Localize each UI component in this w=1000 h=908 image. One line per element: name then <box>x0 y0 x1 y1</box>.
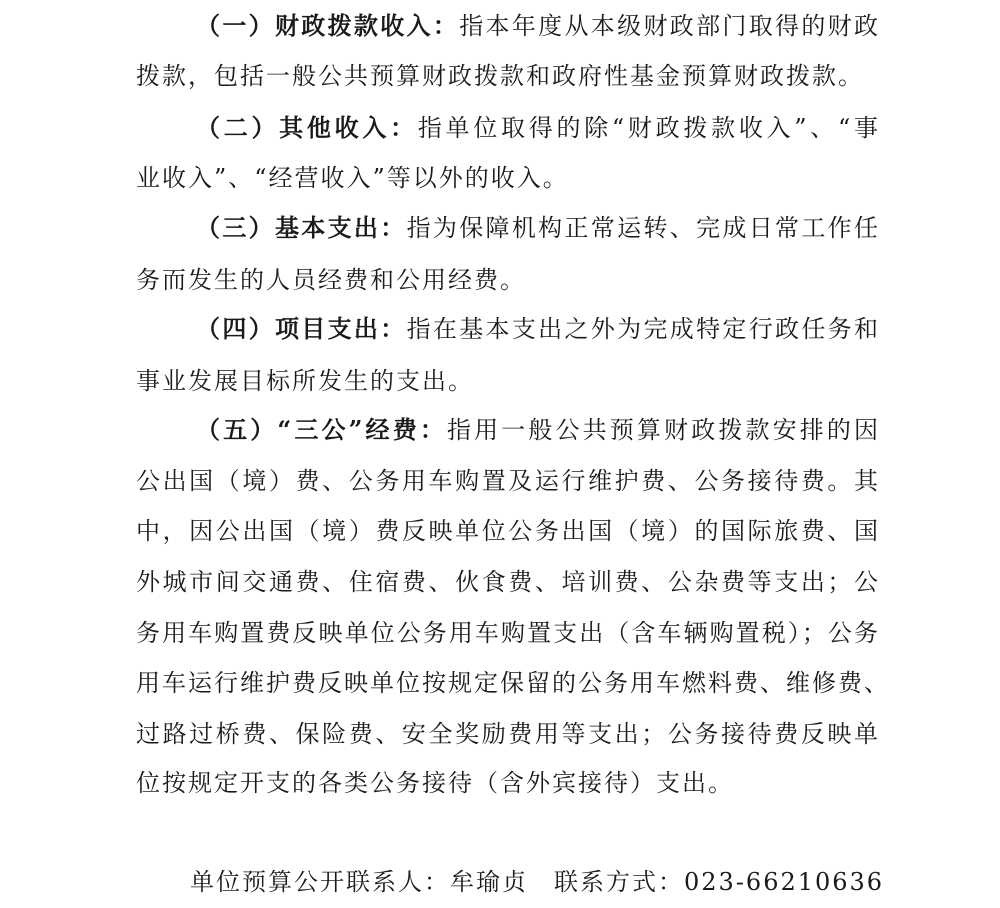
section-5-line: 用车运行维护费反映单位按规定保留的公务用车燃料费、维修费、 <box>136 669 890 697</box>
section-4-term: （四）项目支出： <box>196 314 407 343</box>
section-5-term: （五）“三公”经费： <box>196 415 447 444</box>
contact-method-label: 联系方式： <box>554 868 684 896</box>
section-5-line: 外城市间交通费、住宿费、伙食费、培训费、公杂费等支出；公 <box>136 568 880 596</box>
section-5-line: 中，因公出国（境）费反映单位公务出国（境）的国际旅费、国 <box>136 517 880 545</box>
section-5-text: 指用一般公共预算财政拨款安排的因 <box>446 416 881 444</box>
section-5-line: 过路过桥费、保险费、安全奖励费用等支出；公务接待费反映单 <box>136 720 880 748</box>
section-1-text: 指本年度从本级财政部门取得的财政 <box>459 12 881 40</box>
section-3-term: （三）基本支出： <box>196 213 407 242</box>
contact-label: 单位预算公开联系人： <box>190 868 450 896</box>
section-5-line: 公出国（境）费、公务用车购置及运行维护费、公务接待费。其 <box>136 467 880 495</box>
section-1-term: （一）财政拨款收入： <box>196 11 460 40</box>
section-2-first-line <box>196 112 880 144</box>
section-3-first-line <box>196 212 880 244</box>
section-4-line: 事业发展目标所发生的支出。 <box>136 367 474 395</box>
section-3-text: 指为保障机构正常运转、完成日常工作任 <box>406 214 881 242</box>
section-4-first-line <box>196 313 880 345</box>
contact-line <box>190 866 884 898</box>
section-2-term: （二）其他收入： <box>196 113 418 142</box>
contact-phone: 023-66210636 <box>684 868 885 896</box>
section-1-first-line <box>196 10 880 42</box>
section-2-text: 指单位取得的除“财政拨款收入”、“事 <box>417 114 881 142</box>
section-1-line: 拨款，包括一般公共预算财政拨款和政府性基金预算财政拨款。 <box>136 62 864 90</box>
section-5-line: 务用车购置费反映单位公务用车购置支出（含车辆购置税）；公务 <box>136 619 880 647</box>
section-4-text: 指在基本支出之外为完成特定行政任务和 <box>406 315 881 343</box>
contact-name: 牟瑜贞 <box>450 868 528 896</box>
section-2-line: 业收入”、“经营收入”等以外的收入。 <box>136 164 569 192</box>
section-5-first-line <box>196 414 880 446</box>
section-5-line: 位按规定开支的各类公务接待（含外宾接待）支出。 <box>136 769 734 797</box>
section-3-line: 务而发生的人员经费和公用经费。 <box>136 266 526 294</box>
